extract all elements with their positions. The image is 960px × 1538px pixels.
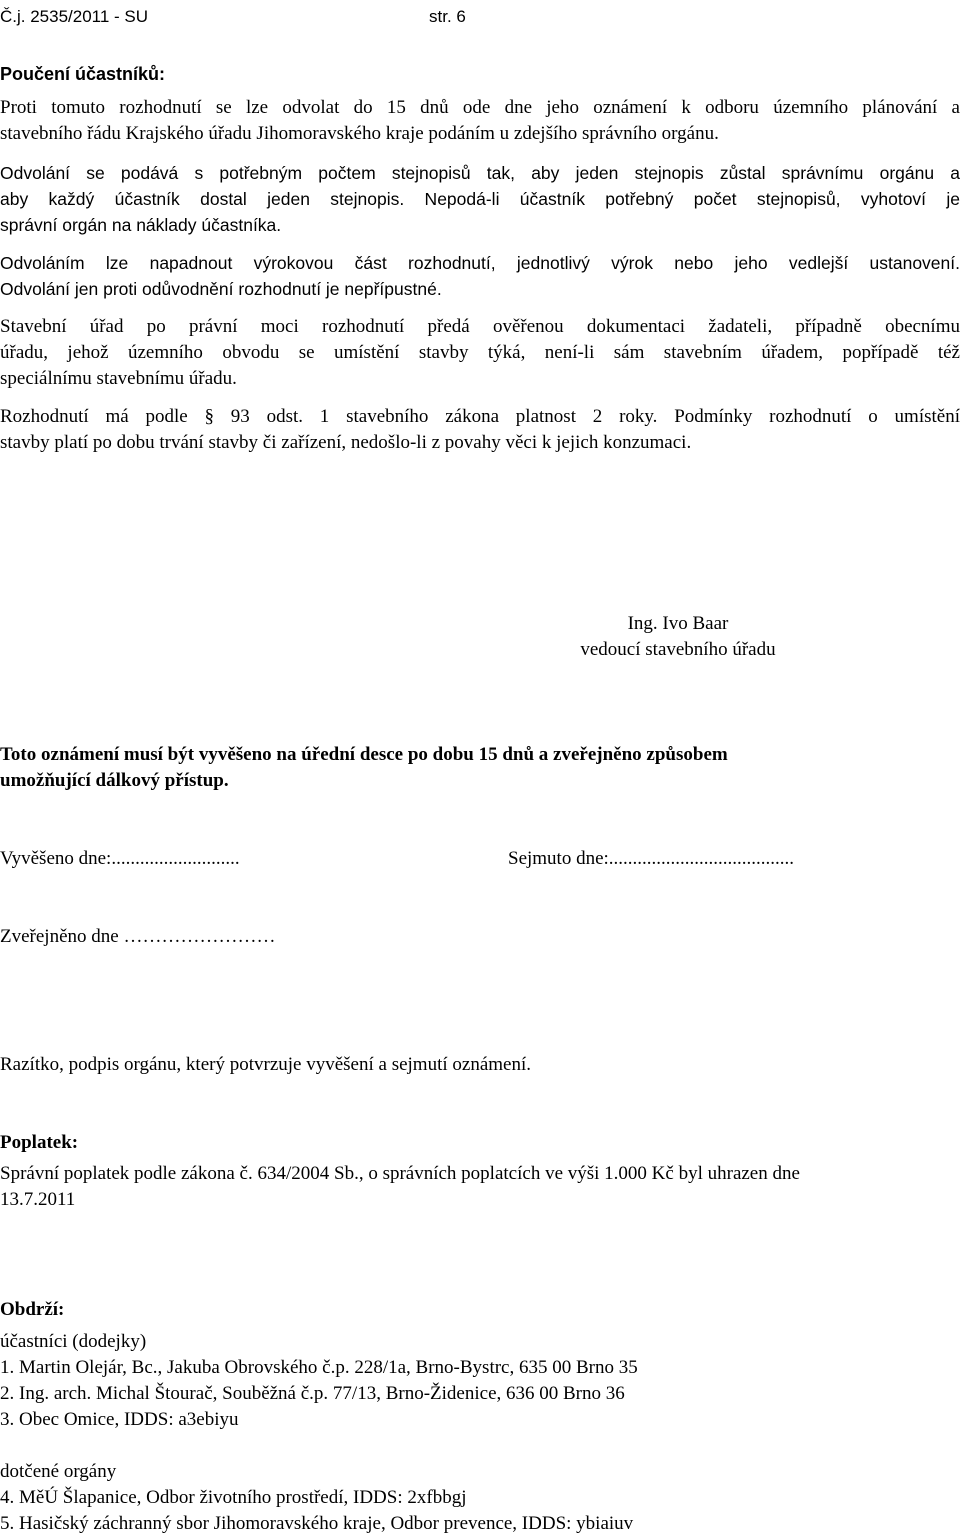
appeal-paragraph-line-1: Proti tomuto rozhodnutí se lze odvolat do 15 dnů ode dne jeho oznámení k odboru územního plánování a [0,97,960,118]
validity-paragraph-line-2: stavby platí po dobu trvání stavby či zařízení, nedošlo-li z povahy věci k jejich konzumaci. [0,432,692,453]
authorities-label: dotčené orgány [0,1461,117,1482]
document-reference: Č.j. 2535/2011 - SU [0,7,149,26]
stamp-caption: Razítko, podpis orgánu, který potvrzuje vyvěšení a sejmutí oznámení. [0,1054,531,1075]
documentation-paragraph-line-2: úřadu, jehož územního obvodu se umístění stavby týká, není-li sám stavebním úřadem, popřípadě též [0,342,960,363]
removed-date-field: Sejmuto dne:....................................... [508,848,795,869]
list-item: 2. Ing. arch. Michal Štourač, Souběžná č.p. 77/13, Brno-Židenice, 636 00 Brno 36 [0,1383,625,1404]
copies-paragraph-line-2: aby každý účastník dostal jeden stejnopis. Nepodá-li účastník potřebný počet stejnopisů, vyhotoví je [0,189,960,209]
scope-paragraph-line-1: Odvoláním lze napadnout výrokovou část rozhodnutí, jednotlivý výrok nebo jeho vedlejší ustanovení. [0,253,960,273]
notice-line-1: Toto oznámení musí být vyvěšeno na úřední desce po dobu 15 dnů a zveřejněno způsobem [0,744,728,765]
instruction-heading: Poučení účastníků: [0,64,166,84]
scope-paragraph-line-2: Odvolání jen proti odůvodnění rozhodnutí je nepřípustné. [0,279,442,299]
fee-heading: Poplatek: [0,1132,79,1153]
list-item: 4. MěÚ Šlapanice, Odbor životního prostředí, IDDS: 2xfbbgj [0,1487,467,1508]
signatory-name: Ing. Ivo Baar [627,613,729,634]
fee-line-2: 13.7.2011 [0,1189,76,1210]
appeal-paragraph-line-2: stavebního řádu Krajského úřadu Jihomoravského kraje podáním u zdejšího správního orgánu. [0,123,719,144]
signatory-title: vedoucí stavebního úřadu [580,639,776,660]
notice-line-2: umožňující dálkový přístup. [0,770,229,791]
posted-date-field: Vyvěšeno dne:........................... [0,848,240,869]
page-number: str. 6 [429,7,466,26]
recipients-heading: Obdrží: [0,1299,65,1320]
copies-paragraph-line-3: správní orgán na náklady účastníka. [0,215,282,235]
list-item: 3. Obec Omice, IDDS: a3ebiyu [0,1409,239,1430]
published-date-field: Zveřejněno dne …………………… [0,926,276,947]
list-item: 5. Hasičský záchranný sbor Jihomoravského kraje, Odbor prevence, IDDS: ybiaiuv [0,1513,634,1534]
copies-paragraph-line-1: Odvolání se podává s potřebným počtem stejnopisů tak, aby jeden stejnopis zůstal správnímu orgánu a [0,163,960,183]
validity-paragraph-line-1: Rozhodnutí má podle § 93 odst. 1 stavebního zákona platnost 2 roky. Podmínky rozhodnutí o umístění [0,406,960,427]
fee-line-1: Správní poplatek podle zákona č. 634/2004 Sb., o správních poplatcích ve výši 1.000 Kč byl uhrazen dne [0,1163,800,1184]
list-item: 1. Martin Olejár, Bc., Jakuba Obrovského č.p. 228/1a, Brno-Bystrc, 635 00 Brno 35 [0,1357,638,1378]
participants-label: účastníci (dodejky) [0,1331,147,1352]
documentation-paragraph-line-3: speciálnímu stavebnímu úřadu. [0,368,237,389]
documentation-paragraph-line-1: Stavební úřad po právní moci rozhodnutí předá ověřenou dokumentaci žadateli, případně obecnímu [0,316,960,337]
